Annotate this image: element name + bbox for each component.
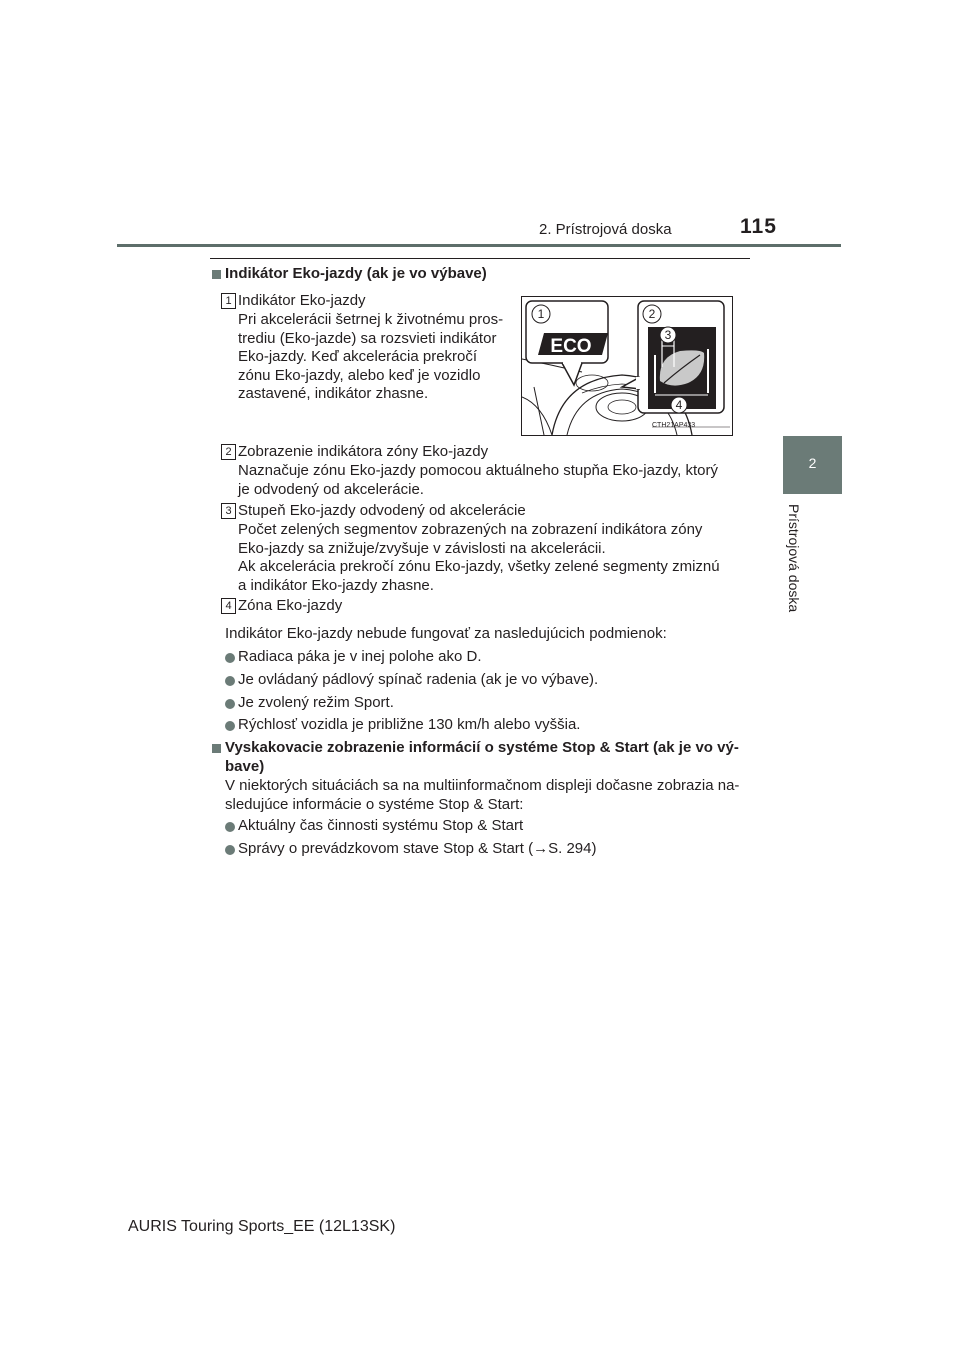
item-description-line: Eko-jazdy. Keď akcelerácia prekročí (238, 348, 478, 365)
running-header-title: 2. Prístrojová doska (539, 221, 672, 238)
item-description (238, 311, 505, 404)
section-heading: Indikátor Eko-jazdy (ak je vo výbave) (225, 265, 487, 282)
callout-number: 1 (537, 307, 545, 321)
header-rule (117, 244, 841, 247)
item-title: Zóna Eko-jazdy (238, 597, 343, 614)
dashboard-drawing (522, 297, 732, 435)
section-marker-icon (212, 270, 221, 279)
item-number-box: 3 (221, 503, 236, 519)
item-description-line: a indikátor Eko-jazdy zhasne. (238, 576, 434, 594)
item-description-line: Eko-jazdy sa znižuje/zvyšuje v závislosti na akcelerácii. (238, 539, 606, 557)
section-marker-icon (212, 744, 221, 753)
section-intro-line: V niektorých situáciách sa na multiinformačnom displeji dočasne zobrazia na- (225, 777, 740, 794)
page-number: 115 (740, 215, 777, 238)
section-intro (225, 777, 739, 814)
item-title: Stupeň Eko-jazdy odvodený od akcelerácie (238, 502, 526, 519)
item-description-line: Počet zelených segmentov zobrazených na zobrazení indikátora zóny (238, 521, 703, 538)
chapter-tab-number: 2 (808, 455, 817, 471)
item-description-line: zastavené, indikátor zhasne. (238, 385, 429, 402)
section-heading (225, 739, 739, 776)
eco-indicator-illustration (521, 296, 733, 436)
eco-badge-text: ECO (550, 336, 592, 357)
item-title: Zobrazenie indikátora zóny Eko-jazdy (238, 443, 489, 460)
info-item: Správy o prevádzkovom stave Stop & Start (→S. 294) (238, 840, 597, 857)
item-description (238, 521, 728, 595)
condition-item: Je zvolený režim Sport. (238, 694, 394, 711)
item-description (238, 462, 718, 499)
chapter-side-label-text: Prístrojová doska (786, 504, 802, 613)
item-description-line: trediu (Eko-jazde) sa rozsvieti indikátor (238, 329, 497, 347)
item-number-box: 1 (221, 293, 236, 309)
bullet-icon (225, 653, 235, 663)
callout-number: 3 (664, 328, 672, 342)
item-description-line: zónu Eko-jazdy, alebo keď je vozidlo (238, 366, 481, 384)
chapter-tab (783, 436, 842, 494)
bullet-icon (225, 822, 235, 832)
condition-item: Radiaca páka je v inej polohe ako D. (238, 648, 482, 665)
callout-number: 4 (675, 398, 683, 412)
info-item: Aktuálny čas činnosti systému Stop & Start (238, 817, 524, 834)
item-description-line: Ak akcelerácia prekročí zónu Eko-jazdy, všetky zelené segmenty zmiznú (238, 558, 720, 575)
item-number-box: 4 (221, 598, 236, 614)
condition-item: Rýchlosť vozidla je približne 130 km/h alebo vyššia. (238, 716, 581, 733)
conditions-intro: Indikátor Eko-jazdy nebude fungovať za nasledujúcich podmienok: (225, 625, 667, 642)
section-heading-line: bave) (225, 757, 265, 775)
bullet-icon (225, 845, 235, 855)
condition-item: Je ovládaný pádlový spínač radenia (ak je vo výbave). (238, 671, 599, 688)
item-description-line: je odvodený od akcelerácie. (238, 480, 424, 498)
section-heading-line: Vyskakovacie zobrazenie informácií o systéme Stop & Start (ak je vo vý- (225, 739, 739, 756)
bullet-icon (225, 699, 235, 709)
item-description-line: Pri akcelerácii šetrnej k životnému pros- (238, 311, 504, 328)
section-rule (210, 258, 750, 259)
section-intro-line: sledujúce informácie o systéme Stop & Start: (225, 795, 524, 813)
bullet-icon (225, 676, 235, 686)
figure-code: CTH21AP433 (652, 422, 696, 429)
item-title: Indikátor Eko-jazdy (238, 292, 366, 309)
footer-model: AURIS Touring Sports_EE (12L13SK) (128, 1218, 396, 1235)
item-description-line: Naznačuje zónu Eko-jazdy pomocou aktuálneho stupňa Eko-jazdy, ktorý (238, 462, 718, 479)
item-number-box: 2 (221, 444, 236, 460)
bullet-icon (225, 721, 235, 731)
callout-number: 2 (648, 307, 656, 321)
chapter-side-label (788, 504, 802, 624)
